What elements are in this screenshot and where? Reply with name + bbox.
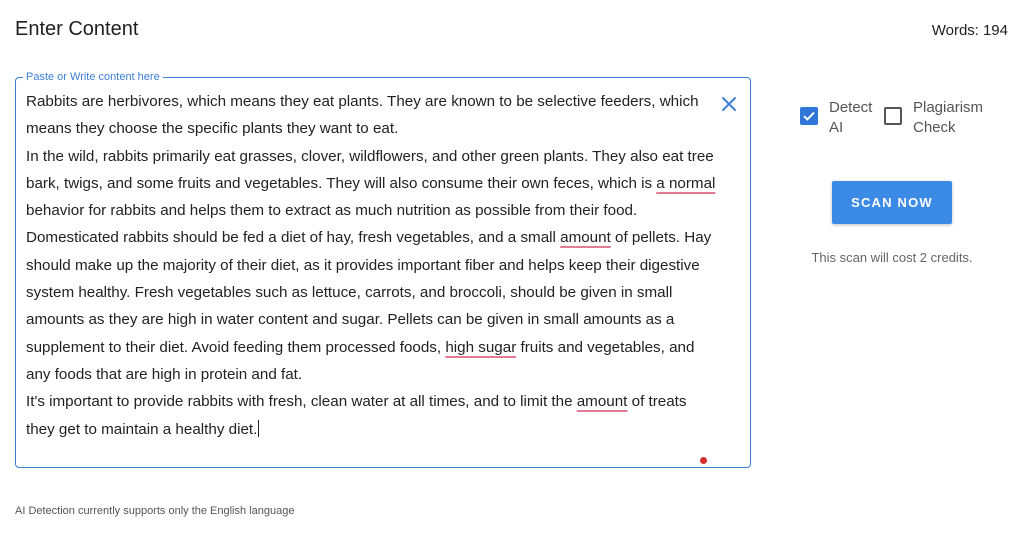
word-count-value: 194 [982,22,1008,39]
language-support-note: AI Detection currently supports only the English language [15,505,295,517]
detect-ai-checkbox[interactable] [800,107,818,125]
scan-cost-text: This scan will cost 2 credits. [811,250,973,265]
detect-ai-option[interactable] [800,98,881,138]
plagiarism-check-label[interactable]: Plagiarism Check [913,99,984,136]
scan-now-button[interactable]: SCAN NOW [832,181,952,224]
content-text-run: of pellets. Hay should make up the majority of their diet, as it provides important fiber and helps keep their digestive system healthy. Fresh vegetables such as lettuce, carrots, and broccoli, should be given in small amounts as they are high in water content and sugar. Pellets can be given in small amounts as a supplement to their diet. Avoid feeding them processed foods, [26,229,712,356]
plagiarism-check-checkbox[interactable] [884,107,902,125]
flagged-phrase: a normal [656,174,716,192]
flagged-phrase: amount [576,393,628,411]
status-dot [700,457,707,464]
close-icon[interactable] [720,95,738,113]
content-text-run: of treats they get to maintain a healthy diet. [26,393,687,438]
checkmark-icon [802,109,816,123]
clear-content-button[interactable] [720,95,738,113]
content-text-run: In the wild, rabbits primarily eat grasses, clover, wildflowers, and other green plants. They also eat tree bark, twigs, and some fruits and vegetables. They will also consume their own feces, which is [26,147,714,192]
text-cursor [258,420,259,437]
content-text[interactable] [26,88,718,443]
detect-ai-label[interactable]: Detect AI [829,99,873,136]
page-title: Enter Content [15,18,139,40]
content-text-run: fruits and vegetables, and any foods that are high in protein and fat. [26,338,695,383]
plagiarism-check-option[interactable] [884,98,1003,138]
content-text-run: behavior for rabbits and helps them to extract as much nutrition as possible from their food. [26,202,638,220]
content-textarea[interactable] [15,71,751,468]
content-paragraph [26,224,718,388]
content-paragraph [26,88,718,143]
word-count-label: Words: [931,22,979,39]
content-text-run: It's important to provide rabbits with fresh, clean water at all times, and to limit the [26,393,577,411]
content-text-run: Rabbits are herbivores, which means they eat plants. They are known to be selective feeders, which means they choose the specific plants they want to eat. [26,93,699,138]
content-field-label: Paste or Write content here [23,70,163,84]
content-paragraph [26,143,718,225]
flagged-phrase: high sugar [445,338,517,356]
scan-options [800,98,1010,142]
content-paragraph [26,388,718,443]
flagged-phrase: amount [560,229,611,247]
content-text-run: Domesticated rabbits should be fed a diet of hay, fresh vegetables, and a small [26,229,561,247]
word-count [932,22,1008,39]
